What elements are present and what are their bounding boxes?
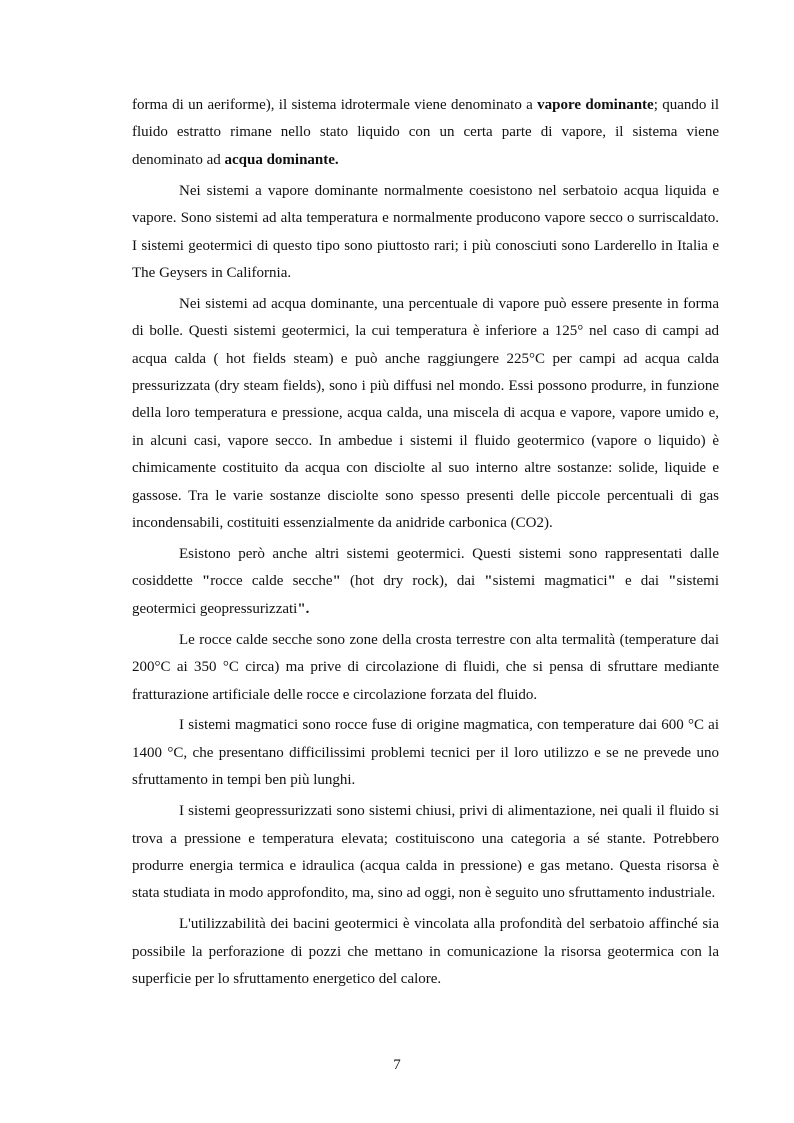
term-acqua-dominante: acqua dominante.	[224, 151, 339, 168]
quote-mark: "	[332, 573, 341, 590]
quote-mark: "	[668, 573, 677, 590]
term-sistemi-magmatici: sistemi magmatici	[492, 573, 608, 590]
paragraph-7: I sistemi geopressurizzati sono sistemi chiusi, privi di alimentazione, nei quali il fluido si trova a pressione e temperatura elevata; costituiscono una categoria a sé stante. Potrebbero produrre energia termica e idraulica (acqua calda in pressione) e gas metano. Questa risorsa è stata studiata in modo approfondito, ma, sino ad oggi, non è seguito uno sfruttamento industriale.	[132, 803, 719, 902]
paragraph-6: I sistemi magmatici sono rocce fuse di origine magmatica, con temperature dai 600 °C ai 1400 °C, che presentano difficilissimi problemi tecnici per il loro utilizzo e se ne prevede uno sfruttamento in tempi ben più lunghi.	[132, 717, 719, 789]
paragraph-4-text-c: e dai	[615, 573, 669, 590]
quote-mark: ".	[297, 600, 310, 617]
quote-mark: "	[484, 573, 493, 590]
paragraph-1	[132, 92, 719, 174]
paragraph-4-text-a: Esistono però anche altri sistemi geotermici. Questi sistemi sono rappresentati dalle cosiddette	[132, 546, 719, 590]
quote-mark: "	[201, 573, 211, 590]
quote-mark: "	[607, 573, 616, 590]
page-number: 7	[393, 1057, 401, 1073]
paragraph-4-text-b: (hot dry rock), dai	[340, 573, 485, 590]
paragraph-8: L'utilizzabilità dei bacini geotermici è vincolata alla profondità del serbatoio affinché sia possibile la perforazione di pozzi che mettano in comunicazione la risorsa geotermica con la superficie per lo sfruttamento energetico del calore.	[132, 916, 719, 988]
term-vapore-dominante: vapore dominante	[537, 97, 654, 113]
paragraph-2: Nei sistemi a vapore dominante normalmente coesistono nel serbatoio acqua liquida e vapore. Sono sistemi ad alta temperatura e normalmente producono vapore secco o surriscaldato. I sistemi geotermici di questo tipo sono piuttosto rari; i più conosciuti sono Larderello in Italia e The Geysers in California.	[132, 182, 719, 281]
term-sistemi-geopressurizzati: sistemi geotermici geopressurizzati	[132, 573, 719, 617]
paragraph-5: Le rocce calde secche sono zone della crosta terrestre con alta termalità (temperature dai 200°C ai 350 °C circa) ma prive di circolazione di fluidi, che si pensa di sfruttare mediante fratturazione artificiale delle rocce e circolazione forzata del fluido.	[132, 631, 719, 703]
term-rocce-calde-secche: rocce calde secche	[210, 573, 333, 590]
paragraph-4	[132, 541, 719, 623]
paragraph-3: Nei sistemi ad acqua dominante, una percentuale di vapore può essere presente in forma di bolle. Questi sistemi geotermici, la cui temperatura è inferiore a 125° nel caso di campi ad acqua calda ( hot fields steam) e può anche raggiungere 225°C per campi ad acqua calda pressurizzata (dry steam fields), sono i più diffusi nel mondo. Essi possono produrre, in funzione della loro temperatura e pressione, acqua calda, una miscela di acqua e vapore, vapore umido e, in alcuni casi, vapore secco. In ambedue i sistemi il fluido geotermico (vapore o liquido) è chimicamente costituito da acqua con disciolte al suo interno altre sostanze: solide, liquide e gassose. Tra le varie sostanze disciolte sono spesso presenti delle piccole percentuali di gas incondensabili, costituiti essenzialmente da anidride carbonica (CO2).	[132, 295, 719, 532]
paragraph-1-text-a: forma di un aeriforme), il sistema idrotermale viene denominato a	[132, 97, 538, 113]
paragraph-1-text-b: ; quando il fluido estratto rimane nello stato liquido con un certa parte di vapore, il sistema viene denominato ad	[132, 97, 720, 168]
body-text	[132, 92, 719, 997]
